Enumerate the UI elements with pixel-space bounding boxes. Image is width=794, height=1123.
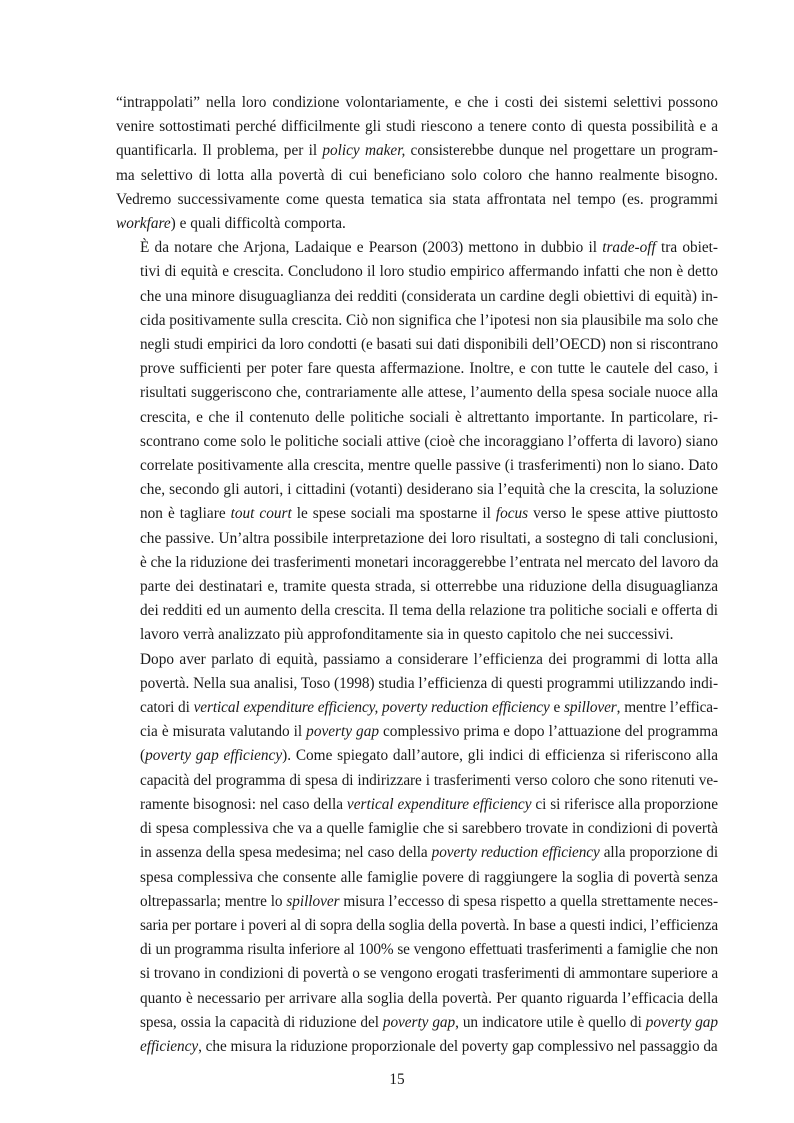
- text-run: quantificarla. Il problema, per il: [116, 142, 323, 160]
- italic-term: vertical expenditure efficiency, poverty reduction efficiency: [193, 699, 550, 717]
- text-run: , che misura la riduzione proporzionale del poverty gap complessivo nel passaggio da: [198, 1037, 718, 1055]
- text-line: [116, 914, 718, 938]
- text-line: [116, 212, 718, 236]
- italic-term: poverty gap efficiency: [145, 747, 283, 765]
- text-line: [116, 1011, 718, 1035]
- text-run: ramente bisognosi: nel caso della: [140, 795, 347, 813]
- text-line: [116, 866, 718, 890]
- text-run: venire sottostimati perché difficilmente gli studi riescono a tenere conto di questa possibilità e a: [116, 118, 718, 136]
- text-run: correlate positivamente alla crescita, mentre quelle passive (i trasferimenti) non lo siano. Dato: [140, 457, 718, 475]
- text-run: tivi di equità e crescita. Concludono il loro studio empirico affermando infatti che non è detto: [140, 263, 718, 281]
- text-line: [116, 406, 718, 430]
- text-run: , mentre l’effica-: [616, 699, 718, 717]
- text-line: [116, 599, 718, 623]
- paragraph: [116, 236, 718, 647]
- text-run: parte dei destinatari e, tramite questa strada, si otterrebbe una riduzione della disuguaglianza: [140, 578, 718, 596]
- text-line: [116, 502, 718, 526]
- text-run: “intrappolati” nella loro condizione volontariamente, e che i costi dei sistemi selettivi possono: [116, 94, 718, 111]
- text-run: capacità del programma di spesa di indirizzare i trasferimenti verso coloro che sono ritenuti ve-: [140, 771, 718, 789]
- text-run: spesa complessiva che consente alle famiglie povere di raggiungere la soglia di povertà senza: [140, 868, 718, 886]
- italic-term: focus: [495, 505, 529, 523]
- text-run: È da notare che Arjona, Ladaique e Pearson (2003) mettono in dubbio il: [140, 239, 603, 257]
- text-run: misura l’eccesso di spesa rispetto a quella strettamente neces-: [339, 892, 719, 910]
- text-line: [116, 527, 718, 551]
- text-line: [116, 91, 718, 115]
- text-run: , un indicatore utile è quello di: [455, 1013, 646, 1031]
- text-run: lavoro verrà analizzato più approfonditamente sia in questo capitolo che nei successivi.: [140, 626, 674, 644]
- italic-term: poverty reduction efficiency: [431, 844, 600, 862]
- text-line: [116, 454, 718, 478]
- text-line: [116, 430, 718, 454]
- text-run: le spese sociali ma spostarne il: [291, 505, 496, 523]
- text-line: [116, 285, 718, 309]
- italic-term: spillover: [564, 699, 617, 717]
- text-line: [116, 987, 718, 1011]
- italic-term: workfare: [116, 215, 171, 233]
- text-run: spesa, ossia la capacità di riduzione del: [140, 1013, 383, 1031]
- text-run: catori di: [140, 699, 194, 717]
- text-run: ) e quali difficoltà comporta.: [170, 215, 346, 233]
- text-run: consisterebbe dunque nel progettare un program-: [405, 142, 718, 160]
- text-run: di un programma risulta inferiore al 100% se vengono effettuati trasferimenti a famiglie che non: [140, 941, 718, 959]
- text-line: [116, 720, 718, 744]
- text-run: che una minore disuguaglianza dei redditi (considerata un cardine degli obiettivi di equità) in-: [140, 287, 718, 305]
- text-run: e: [549, 699, 565, 717]
- text-run: cida positivamente sulla crescita. Ciò non significa che l’ipotesi non sia plausibile ma solo che: [140, 311, 719, 329]
- text-run: ). Come spiegato dall’autore, gli indici di efficienza si riferiscono alla: [282, 747, 718, 765]
- text-line: [116, 115, 718, 139]
- text-run: Dopo aver parlato di equità, passiamo a considerare l’efficienza dei programmi di lotta alla: [140, 650, 718, 668]
- text-run: complessivo prima e dopo l’attuazione del programma: [379, 723, 718, 741]
- text-run: che passive. Un’altra possibile interpretazione dei loro risultati, a sostegno di tali conclusioni,: [140, 529, 718, 547]
- text-run: povertà. Nella sua analisi, Toso (1998) studia l’efficienza di questi programmi utilizzando indi-: [140, 674, 718, 692]
- italic-term: tout court: [230, 505, 292, 523]
- text-line: [116, 769, 718, 793]
- text-run: ci si riferisce alla proporzione: [531, 795, 718, 813]
- text-line: [116, 841, 718, 865]
- paragraph: [116, 91, 718, 236]
- text-run: (: [140, 747, 146, 765]
- text-line: [116, 648, 718, 672]
- text-line: [116, 962, 718, 986]
- text-run: di spesa complessiva che va a quelle famiglie che si sarebbero trovate in condizioni di povertà: [140, 820, 718, 838]
- text-line: [116, 357, 718, 381]
- text-run: in assenza della spesa medesima; nel caso della: [140, 844, 432, 862]
- italic-term: vertical expenditure efficiency: [346, 795, 532, 813]
- text-line: [116, 696, 718, 720]
- body-text: [116, 91, 718, 1059]
- page-number: 15: [389, 1071, 405, 1088]
- paragraph: [116, 648, 718, 1059]
- text-run: oltrepassarla; mentre lo: [140, 892, 287, 910]
- text-line: [116, 260, 718, 284]
- text-run: ma selettivo di lotta alla povertà di cui beneficiano solo coloro che hanno realmente bisogno.: [116, 166, 718, 184]
- text-line: [116, 793, 718, 817]
- text-run: cia è misurata valutando il: [140, 723, 307, 741]
- text-line: [116, 575, 718, 599]
- text-line: [116, 938, 718, 962]
- italic-term: poverty gap: [382, 1013, 456, 1031]
- text-run: alla proporzione di: [599, 844, 718, 862]
- italic-term: poverty gap: [645, 1013, 718, 1031]
- text-line: [116, 1035, 718, 1059]
- text-run: saria per portare i poveri al di sopra della soglia della povertà. In base a questi indici, l’efficienza: [140, 916, 718, 934]
- text-run: prove sufficienti per poter fare questa affermazione. Inoltre, e con tutte le cautele del caso, i: [140, 360, 718, 378]
- text-line: [116, 817, 718, 841]
- text-line: [116, 333, 718, 357]
- text-run: che, secondo gli autori, i cittadini (votanti) desiderano sia l’equità che la crescita, la soluzione: [140, 481, 718, 499]
- text-line: [116, 188, 718, 212]
- text-run: negli studi empirici da loro condotti (e basati sui dati disponibili dell’OECD) non si riscontrano: [140, 336, 718, 354]
- italic-term: poverty gap: [306, 723, 379, 741]
- text-line: [116, 164, 718, 188]
- text-run: dei redditi ed un aumento della crescita. Il tema della relazione tra politiche sociali e offerta di: [140, 602, 718, 620]
- text-run: verso le spese attive piuttosto: [528, 505, 718, 523]
- text-line: [116, 551, 718, 575]
- text-run: crescita, e che il contenuto delle politiche sociali è altrettanto importante. In particolare, ri-: [140, 408, 718, 426]
- text-line: [116, 309, 718, 333]
- italic-term: trade-off: [602, 239, 656, 257]
- text-line: [116, 890, 718, 914]
- italic-term: efficiency: [140, 1037, 199, 1055]
- text-run: scontrano come solo le politiche sociali attive (cioè che incoraggiano l’offerta di lavoro) siano: [140, 432, 718, 450]
- text-line: [116, 236, 718, 260]
- text-run: Vedremo successivamente come questa tematica sia stata affrontata nel tempo (es. programmi: [116, 190, 718, 208]
- text-line: [116, 478, 718, 502]
- italic-term: policy maker,: [322, 142, 406, 160]
- text-run: tra obiet-: [655, 239, 718, 257]
- text-line: [116, 381, 718, 405]
- text-run: risultati suggeriscono che, contrariamente alle attese, l’aumento della spesa sociale nuoce alla: [140, 384, 718, 402]
- text-run: si trovano in condizioni di povertà o se vengono erogati trasferimenti di ammontare superiore a: [140, 965, 719, 983]
- text-run: quanto è necessario per arrivare alla soglia della povertà. Per quanto riguarda l’efficacia della: [140, 989, 718, 1007]
- italic-term: spillover: [286, 892, 340, 910]
- text-line: [116, 672, 718, 696]
- text-line: [116, 744, 718, 768]
- text-line: [116, 139, 718, 163]
- text-run: è che la riduzione dei trasferimenti monetari incoraggerebbe l’entrata nel mercato del lavoro da: [140, 553, 719, 571]
- text-run: non è tagliare: [140, 505, 231, 523]
- text-line: [116, 623, 718, 647]
